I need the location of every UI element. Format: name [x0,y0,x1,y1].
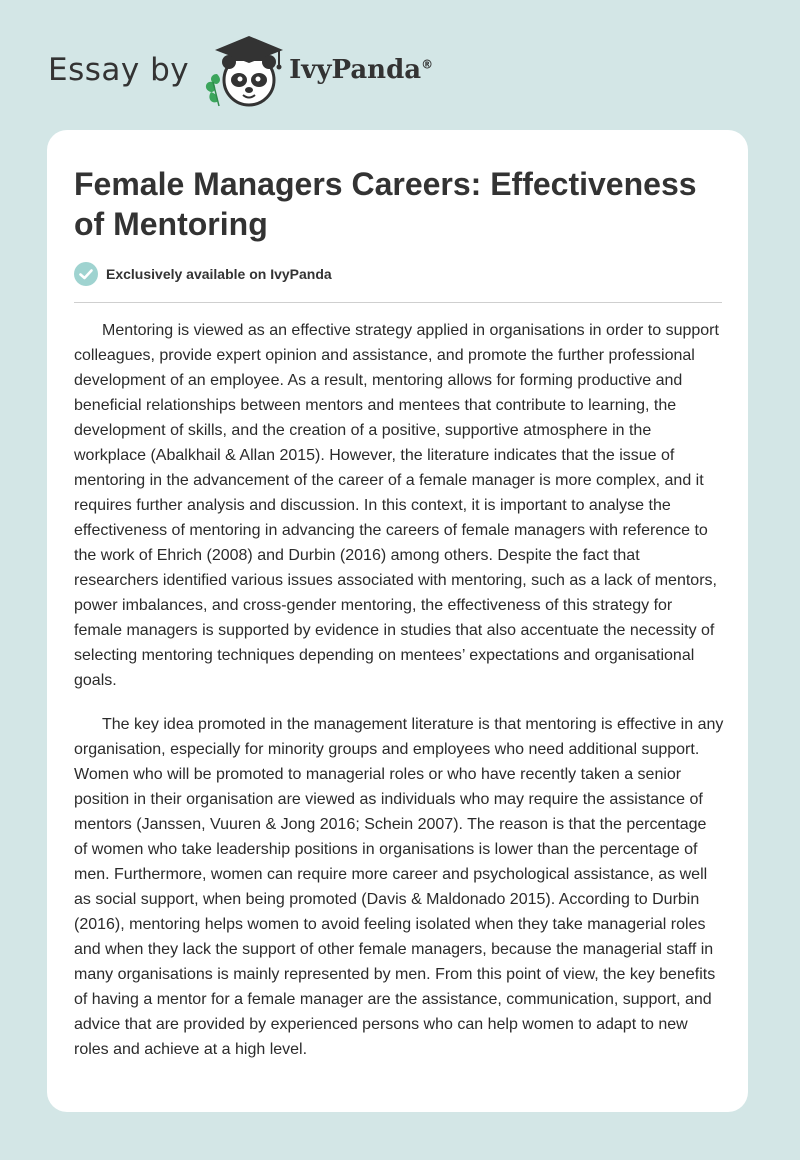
exclusive-label: Exclusively available on IvyPanda [106,266,332,282]
brand-header[interactable] [48,30,433,110]
exclusive-badge [74,262,332,286]
paragraph: The key idea promoted in the management literature is that mentoring is effective in any organisation, especially for minority groups and employees who need additional support. Women who will be promoted to managerial roles or who have recently taken a senior position in their organisation are viewed as individuals who may require the assistance of mentors (Janssen, Vuuren & Jong 2016; Schein 2007). The reason is that the percentage of women who take leadership positions in organisations is lower than the percentage of men. Furthermore, women can require more career and psychological assistance, as well as social support, when being promoted (Davis & Maldonado 2015). According to Durbin (2016), mentoring helps women to avoid feeling isolated when they take managerial roles and when they lack the support of other female managers, because the managerial staff in many organisations is mainly represented by men. From this point of view, the key benefits of having a mentor for a female manager are the assistance, communication, support, and advice that are provided by experienced persons who can help women to adapt to new roles and achieve at a high level. [74,716,724,1058]
article-body [74,318,724,1081]
article-title: Female Managers Careers: Effectiveness of Mentoring [74,166,697,242]
check-circle-icon [74,262,98,286]
brand-prefix: Essay by [48,52,190,88]
registered-mark: ® [421,57,434,72]
panda-graduation-cap-icon [199,30,287,110]
paragraph: Mentoring is viewed as an effective strategy applied in organisations in order to support colleagues, provide expert opinion and assistance, and promote the further professional development of an employee. As a result, mentoring allows for forming productive and beneficial relationships between mentors and mentees that contribute to learning, the development of skills, and the creation of a positive, supportive atmosphere in the workplace (Abalkhail & Allan 2015). However, the literature indicates that the issue of mentoring in the advancement of the career of a female manager is more complex, and it requires further analysis and discussion. In this context, it is important to analyse the effectiveness of mentoring in advancing the careers of female managers with reference to the work of Ehrich (2008) and Durbin (2016) among others. Despite the fact that researchers identified various issues associated with mentoring, such as a lack of mentors, power imbalances, and cross-gender mentoring, the effectiveness of this strategy for female managers is supported by evidence in studies that also accentuate the necessity of selecting mentoring techniques depending on mentees’ expectations and organisational goals. [74,322,719,689]
brand-name: IvyPanda® [289,55,434,85]
article-card [47,130,748,1112]
divider [74,302,722,303]
